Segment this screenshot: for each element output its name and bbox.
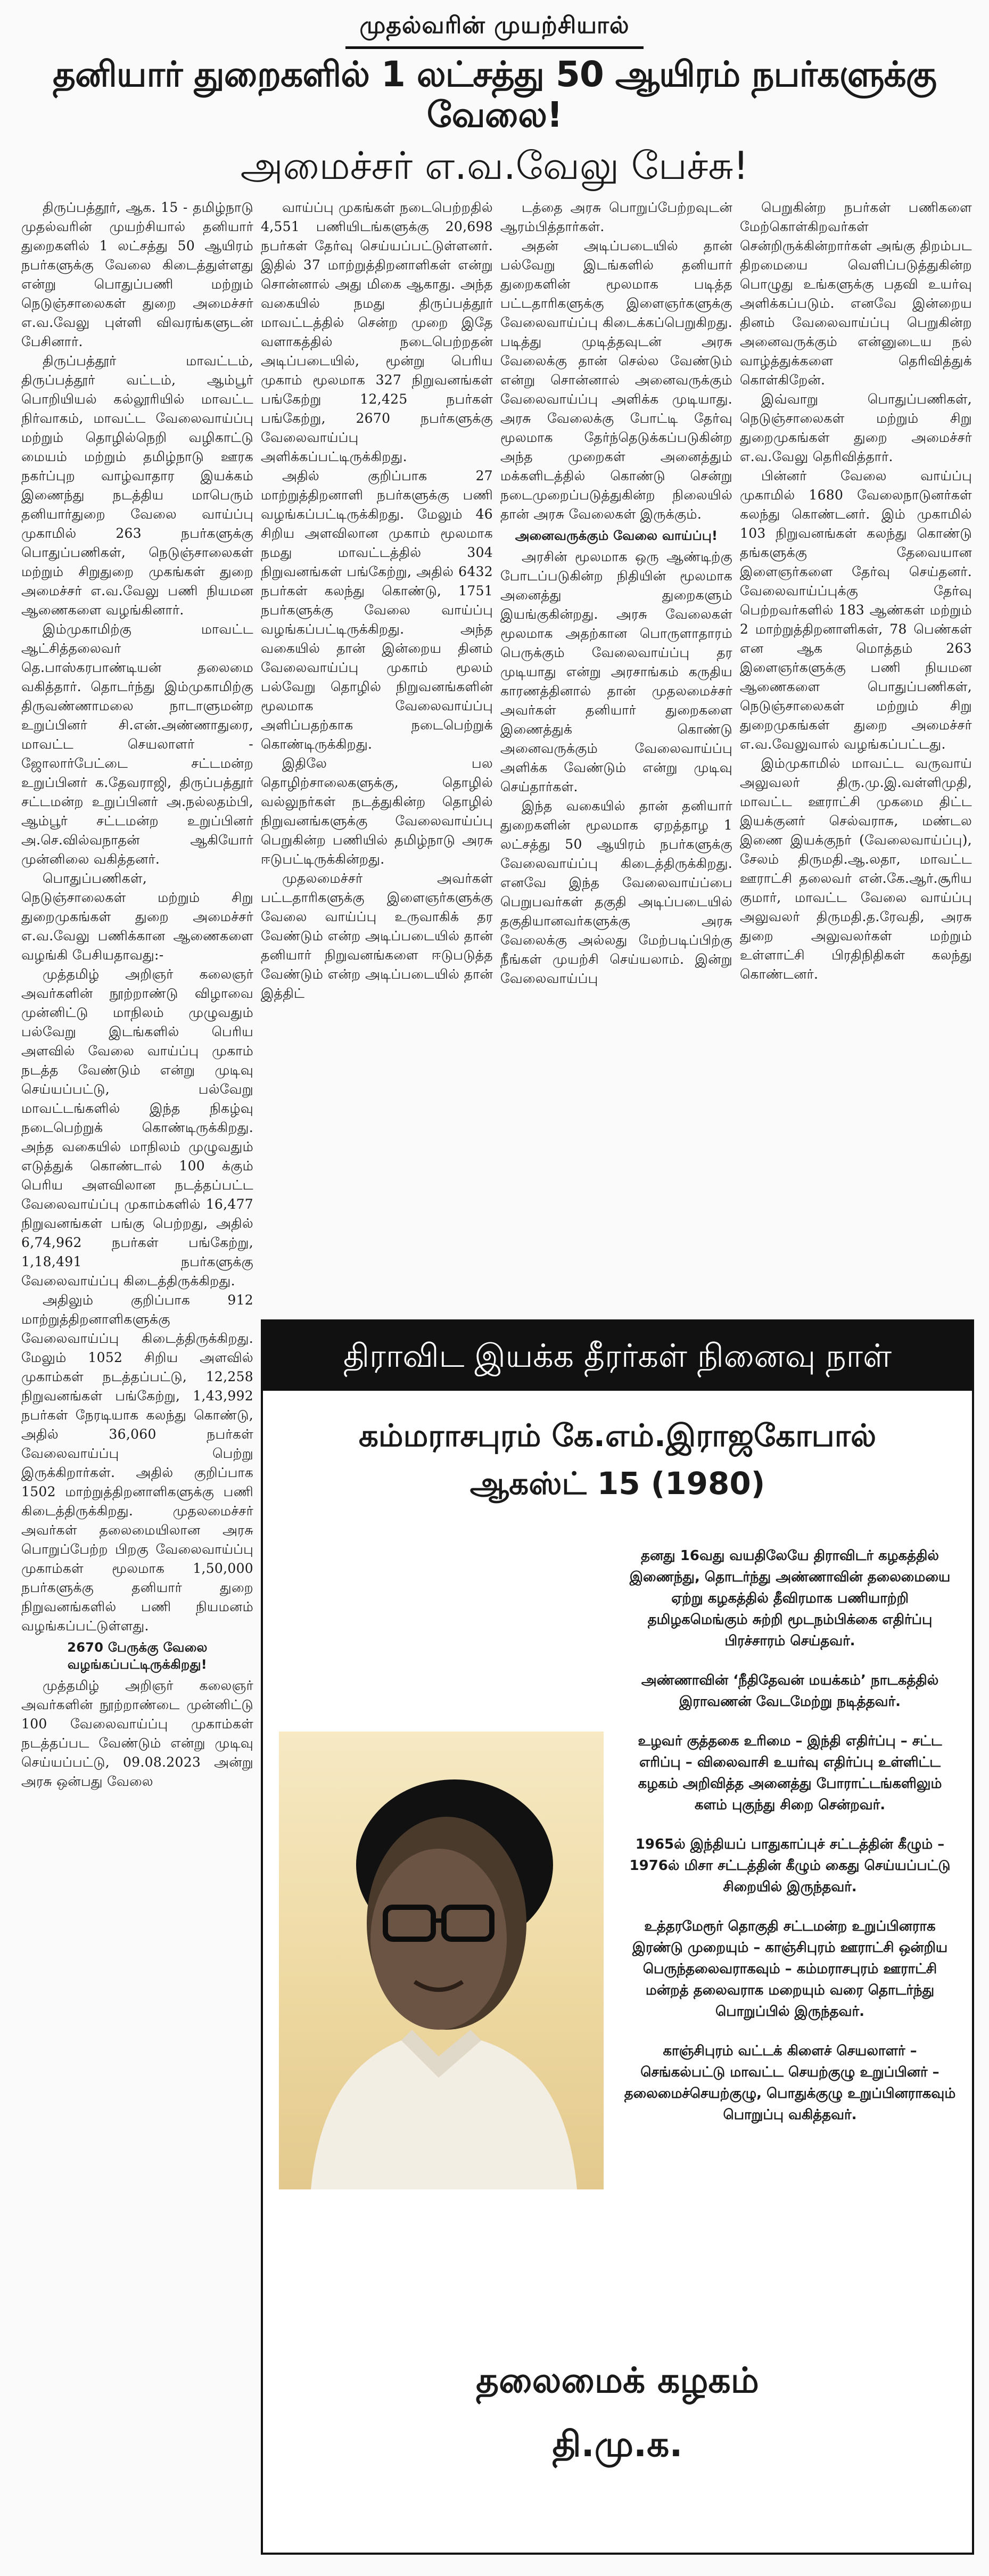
article-paragraph: முதலமைச்சர் அவர்கள் பட்டதாரிகளுக்கு இளைஞர்களுக்கு வேலை வாய்ப்பு உருவாகிக் தர வேண்டும் என்ற அடிப்படையில் தான் தனியார் நிறுவனங்களை ஈடுபடுத்த வேண்டும் என்ற அடிப்படையில் தான் இத்திட் [261, 871, 493, 1001]
article-paragraph: பெறுகின்ற நபர்கள் பணிகளை மேற்கொள்கிறவர்கள் சென்றிருக்கின்றார்கள் அங்கு திறம்பட திறமையை வெளிப்படுத்துகின்ற பொழுது உங்களுக்கு பதவி உயர்வு அளிக்கப்படும். எனவே இன்றைய தினம் வேலைவாய்ப்பு பெறுகின்ற அனைவருக்கும் என்னுடைய நல் வாழ்த்துக்களை தெரிவித்துக் கொள்கிறேன். [740, 200, 972, 388]
tribute-date: ஆகஸ்ட் 15 (1980) [469, 1465, 765, 1502]
article-paragraph: முத்தமிழ் அறிஞர் கலைஞர் அவர்களின் நூற்றாண்டு விழாவை முன்னிட்டு மாநிலம் முழுவதும் பல்வேறு இடங்களில் பெரிய அளவில் வேலை வாய்ப்பு முகாம் நடத்த வேண்டும் என்று முடிவு செய்யப்பட்டு, பல்வேறு மாவட்டங்களில் இந்த நிகழ்வு நடைபெற்றுக் கொண்டிருக்கிறது. அந்த வகையில் மாநிலம் முழுவதும் எடுத்துக் கொண்டால் 100 க்கும் பெரிய அளவிலான நடத்தப்பட்ட வேலைவாய்ப்பு முகாம்களில் 16,477 நிறுவனங்கள் பங்கு பெற்றது, அதில் 6,74,962 நபர்கள் பங்கேற்று, 1,18,491 நபர்களுக்கு வேலைவாய்ப்பு கிடைத்திருக்கிறது. [21, 966, 253, 1289]
tribute-panel [261, 1319, 974, 2555]
article-paragraph: இம்முகாமில் மாவட்ட வருவாய் அலுவலர் திரு.மு.இ.வள்ளிமுதி, மாவட்ட ஊராட்சி முகமை திட்ட இயக்குனர் செல்வராசு, மண்டல இணை இயக்குநர் (வேலைவாய்ப்பு), சேலம் திருமதி.ஆ.லதா, மாவட்ட ஊராட்சி தலைவர் என்.கே.ஆர்.சூரிய குமார், மாவட்ட வேலை வாய்ப்பு அலுவலர் திருமதி.த.ரேவதி, அரசு துறை அலுவலர்கள் மற்றும் உள்ளாட்சி பிரதிநிதிகள் கலந்து கொண்டனர். [740, 756, 972, 982]
bio-paragraph: தனது 16வது வயதிலேயே திராவிடர் கழகத்தில் இணைந்து, தொடர்ந்து அண்ணாவின் தலைமையை ஏற்று கழகத்தில் தீவிரமாக பணியாற்றி தமிழகமெங்கும் சுற்றி மூடநம்பிக்கை எதிர்ப்பு பிரச்சாரம் செய்தவர். [629, 1548, 951, 1649]
article-column-1 [21, 198, 253, 2562]
portrait-photo [279, 1732, 604, 2189]
article-paragraph: வாய்ப்பு முகங்கள் நடைபெற்றதில் 4,551 பணியிடங்களுக்கு 20,698 நபர்கள் தேர்வு செய்யப்பட்டுள்ளனர். இதில் 37 மாற்றுத்திறனாளிகள் என்று சொன்னால் அது மிகை ஆகாது. அந்த வகையில் நமது திருப்பத்தூர் மாவட்டத்தில் சென்ற முறை இதே வளாகத்தில் நடைபெற்றதன் அடிப்படையில், மூன்று பெரிய முகாம் மூலமாக 327 நிறுவனங்கள் பங்கேற்று 12,425 நபர்கள் பங்கேற்று, 2670 நபர்களுக்கு வேலைவாய்ப்பு அளிக்கப்பட்டிருக்கிறது. [261, 200, 493, 464]
article-paragraph: முத்தமிழ் அறிஞர் கலைஞர் அவர்களின் நூற்றாண்டை முன்னிட்டு 100 வேலைவாய்ப்பு முகாம்கள் நடத்தப்பட வேண்டும் என்று முடிவு செய்யப்பட்டு, 09.08.2023 அன்று அரசு ஒன்பது வேலை [21, 1678, 253, 1789]
article-paragraph: அதன் அடிப்படையில் தான் பல்வேறு இடங்களில் தனியார் துறைகளின் மூலமாக படித்த பட்டதாரிகளுக்கு இளைஞர்களுக்கு வேலைவாய்ப்பு கிடைக்கப்பெறுகிறது. படித்து முடித்தவுடன் அரசு வேலைக்கு தான் செல்ல வேண்டும் என்று சொன்னால் அனைவருக்கும் வேலைவாய்ப்பு அளிக்க முடியாது. அரசு வேலைக்கு போட்டி தேர்வு மூலமாக தேர்ந்தெடுக்கப்படுகின்ற அந்த முறைகள் அனைத்தும் மக்களிடத்தில் கொண்டு சென்று நடைமுறைப்படுத்துகின்ற நிலையில் தான் அரசு வேலைகள் இருக்கும். [500, 238, 732, 522]
bio-paragraph: அண்ணாவின் ‘நீதிதேவன் மயக்கம்’ நாடகத்தில் இராவணன் வேடமேற்று நடித்தவர். [641, 1672, 939, 1710]
article-paragraph: இம்முகாமிற்கு மாவட்ட ஆட்சித்தலைவர் தெ.பாஸ்கரபாண்டியன் தலைமை வகித்தார். தொடர்ந்து இம்முகாமிற்கு திருவண்ணாமலை நாடாளுமன்ற உறுப்பினர் சி.என்.அண்ணாதுரை, மாவட்ட செயலாளர் - ஜோலார்பேட்டை சட்டமன்ற உறுப்பினர் க.தேவராஜி, திருப்பத்தூர் சட்டமன்ற உறுப்பினர் அ.நல்லதம்பி, ஆம்பூர் சட்டமன்ற உறுப்பினர் அ.செ.வில்வநாதன் ஆகியோர் முன்னிலை வகித்தனர். [21, 621, 253, 867]
signature-line-1: தலைமைக் கழகம் [476, 2360, 759, 2401]
article-paragraph: அதில் குறிப்பாக 27 மாற்றுத்திறனாளி நபர்களுக்கு பணி வழங்கப்பட்டிருக்கிறது. மேலும் 46 சிறிய அளவிலான முகாம் மூலமாக நமது மாவட்டத்தில் 304 நிறுவனங்கள் பங்கேற்று, அதில் 6432 நபர்கள் கலந்து கொண்டு, 1751 நபர்களுக்கு வேலை வாய்ப்பு வழங்கப்பட்டிருக்கிறது. அந்த வகையில் தான் இன்றைய தினம் வேலைவாய்ப்பு முகாம் மூலம் பல்வேறு தொழில் நிறுவனங்களின் மூலமாக வேலைவாய்ப்பு அளிப்பதற்காக நடைபெற்றுக் கொண்டிருக்கிறது. [261, 468, 493, 752]
subhead: அமைச்சர் எ.வ.வேலு பேச்சு! [240, 143, 749, 188]
article-subheading: 2670 பேருக்கு வேலை வழங்கப்பட்டிருக்கிறது! [67, 1640, 208, 1672]
article-paragraph: பின்னர் வேலை வாய்ப்பு முகாமில் 1680 வேலைநாடுனர்கள் கலந்து கொண்டனர். இம் முகாமில் 103 நிறுவனங்கள் கலந்து கொண்டு தங்களுக்கு தேவையான இளைஞர்களை தேர்வு செய்தனர். வேலைவாய்ப்புக்கு தேர்வு பெற்றவர்களில் 183 ஆண்கள் மற்றும் 2 மாற்றுத்திறனாளிகள், 78 பெண்கள் என ஆக மொத்தம் 263 இளைஞர்களுக்கு பணி நியமன ஆணைகளை பொதுப்பணிகள், நெடுஞ்சாலைகள் மற்றும் சிறு துறைமுகங்கள் துறை அமைச்சர் எ.வ.வேலுவால் வழங்கப்பட்டது. [740, 468, 972, 752]
article-paragraph: பொதுப்பணிகள், நெடுஞ்சாலைகள் மற்றும் சிறு துறைமுகங்கள் துறை அமைச்சர் எ.வ.வேலு பணிக்கான ஆணைகளை வழங்கி பேசியதாவது:- [21, 871, 253, 963]
article-column-2 [261, 198, 493, 1295]
article-paragraph: அதிலும் குறிப்பாக 912 மாற்றுத்திறனாளிகளுக்கு வேலைவாய்ப்பு கிடைத்திருக்கிறது. மேலும் 1052 சிறிய அளவில் முகாம்கள் நடத்தப்பட்டு, 12,258 நிறுவனங்கள் பங்கேற்று, 1,43,992 நபர்கள் நேரடியாக கலந்து கொண்டு, அதில் 36,060 நபர்கள் வேலைவாய்ப்பு பெற்று இருக்கிறார்கள். அதில் குறிப்பாக 1502 மாற்றுத்திறனாளிகளுக்கு பணி கிடைத்திருக்கிறது. முதலமைச்சர் அவர்கள் தலைமையிலான அரசு பொறுப்பேற்ற பிறகு வேலைவாய்ப்பு முகாம்கள் மூலமாக 1,50,000 நபர்களுக்கு தனியார் துறை நிறுவனங்களில் பணி நியமனம் வழங்கப்பட்டுள்ளது. [21, 1292, 253, 1634]
bio-paragraph: காஞ்சிபுரம் வட்டக் கிளைச் செயலாளர் – செங்கல்பட்டு மாவட்ட செயற்குழு உறுப்பினர் – தலைமைச்செயற்குழு, பொதுக்குழு உறுப்பினராகவும் பொறுப்பு வகித்தவர். [624, 2043, 956, 2123]
article-paragraph: அரசின் மூலமாக ஒரு ஆண்டிற்கு போடப்படுகின்ற நிதியின் மூலமாக அனைத்து துறைகளும் இயங்குகின்றது. அரசு வேலைகள் மூலமாக அதற்கான பொருளாதாரம் பெருக்கும் வேலைவாய்ப்பு தர முடியாது என்று அரசாங்கம் கருதிய காரணத்தினால் தான் முதலமைச்சர் அவர்கள் தனியார் துறைகளை இணைத்துக் கொண்டு அனைவருக்கும் வேலைவாய்ப்பு அளிக்க வேண்டும் என்று முடிவு செய்தார்கள். [500, 549, 732, 794]
kicker: முதல்வரின் முயற்சியால் [345, 10, 643, 49]
tribute-name: கம்மராசபுரம் கே.எம்.இராஜகோபால் [358, 1417, 877, 1454]
article-paragraph: திருப்பத்தூர், ஆக. 15 - தமிழ்நாடு முதல்வரின் முயற்சியால் தனியார் துறைகளில் 1 லட்சத்து 50 ஆயிரம் நபர்களுக்கு வேலை கிடைத்துள்ளது என்று பொதுப்பணி மற்றும் நெடுஞ்சாலைகள் துறை அமைச்சர் எ.வ.வேலு புள்ளி விவரங்களுடன் பேசினார். [21, 200, 253, 349]
kicker-wrap [0, 10, 989, 49]
article-paragraph: டத்தை அரசு பொறுப்பேற்றவுடன் ஆரம்பித்தார்கள். [500, 200, 732, 234]
article-column-3 [500, 198, 732, 1295]
article-paragraph: இதிலே பல தொழிற்சாலைகளுக்கு, தொழில் வல்லுநர்கள் நடத்துகின்ற தொழில் நிறுவனங்களுக்கு வேலைவாய்ப்பு பெறுகின்ற பணியில் தமிழ்நாடு அரசு ஈடுபட்டிருக்கின்றது. [261, 756, 493, 867]
article-column-4 [740, 198, 972, 1295]
bio-paragraph: உழவர் குத்தகை உரிமை – இந்தி எதிர்ப்பு – சட்ட எரிப்பு – விலைவாசி உயர்வு எதிர்ப்பு உள்ளிட்ட கழகம் அறிவித்த அனைத்து போராட்டங்களிலும் களம் புகுந்து சிறை சென்றவர். [638, 1733, 942, 1813]
person-portrait-icon [279, 1732, 604, 2189]
headline: தனியார் துறைகளில் 1 லட்சத்து 50 ஆயிரம் நபர்களுக்கு வேலை! [53, 54, 936, 135]
article-subheading: அனைவருக்கும் வேலை வாய்ப்பு! [515, 528, 718, 543]
bio-paragraph: 1965ல் இந்தியப் பாதுகாப்புச் சட்டத்தின் கீழும் – 1976ல் மிசா சட்டத்தின் கீழும் கைது செய்யப்பட்டு சிறையில் இருந்தவர். [629, 1836, 951, 1895]
signature-line-2: தி.மு.க. [552, 2424, 683, 2465]
article-paragraph: இவ்வாறு பொதுப்பணிகள், நெடுஞ்சாலைகள் மற்றும் சிறு துறைமுகங்கள் துறை அமைச்சர் எ.வ.வேலு தெரிவித்தார். [740, 391, 972, 464]
article-paragraph: திருப்பத்தூர் மாவட்டம், திருப்பத்தூர் வட்டம், ஆம்பூர் பொறியியல் கல்லூரியில் மாவட்ட நிர்வாகம், மாவட்ட வேலைவாய்ப்பு மற்றும் தொழில்நெறி வழிகாட்டு மையம் மற்றும் தமிழ்நாடு ஊரக நகர்ப்புற வாழ்வாதார இயக்கம் இணைந்து நடத்திய மாபெரும் தனியார்துறை வேலை வாய்ப்பு முகாமில் 263 நபர்களுக்கு பொதுப்பணிகள், நெடுஞ்சாலைகள் மற்றும் சிறுதுறை முகங்கள் துறை அமைச்சர் எ.வ.வேலு பணி நியமன ஆணைகளை வழங்கினார். [21, 353, 253, 618]
tribute-banner: திராவிட இயக்க தீரர்கள் நினைவு நாள் [263, 1322, 972, 1391]
article-paragraph: இந்த வகையில் தான் தனியார் துறைகளின் மூலமாக ஏறத்தாழ 1 லட்சத்து 50 ஆயிரம் நபர்களுக்கு வேலைவாய்ப்பு கிடைத்திருக்கிறது. எனவே இந்த வேலைவாய்ப்பை பெறுபவர்கள் தகுதி அடிப்படையில் தகுதியானவர்களுக்கு அரசு வேலைக்கு அல்லது மேற்படிப்பிற்கு நீங்கள் முயற்சி செய்யலாம். இன்று வேலைவாய்ப்பு [500, 798, 732, 986]
tribute-bio [620, 1545, 960, 2144]
bio-paragraph: உத்தரமேரூர் தொகுதி சட்டமன்ற உறுப்பினராக இரண்டு முறையும் – காஞ்சிபுரம் ஊராட்சி ஒன்றிய பெருந்தலைவராகவும் – கம்மராசபுரம் ஊராட்சி மன்றத் தலைவராக மறையும் வரை தொடர்ந்து பொறுப்பில் இருந்தவர். [632, 1918, 948, 2020]
